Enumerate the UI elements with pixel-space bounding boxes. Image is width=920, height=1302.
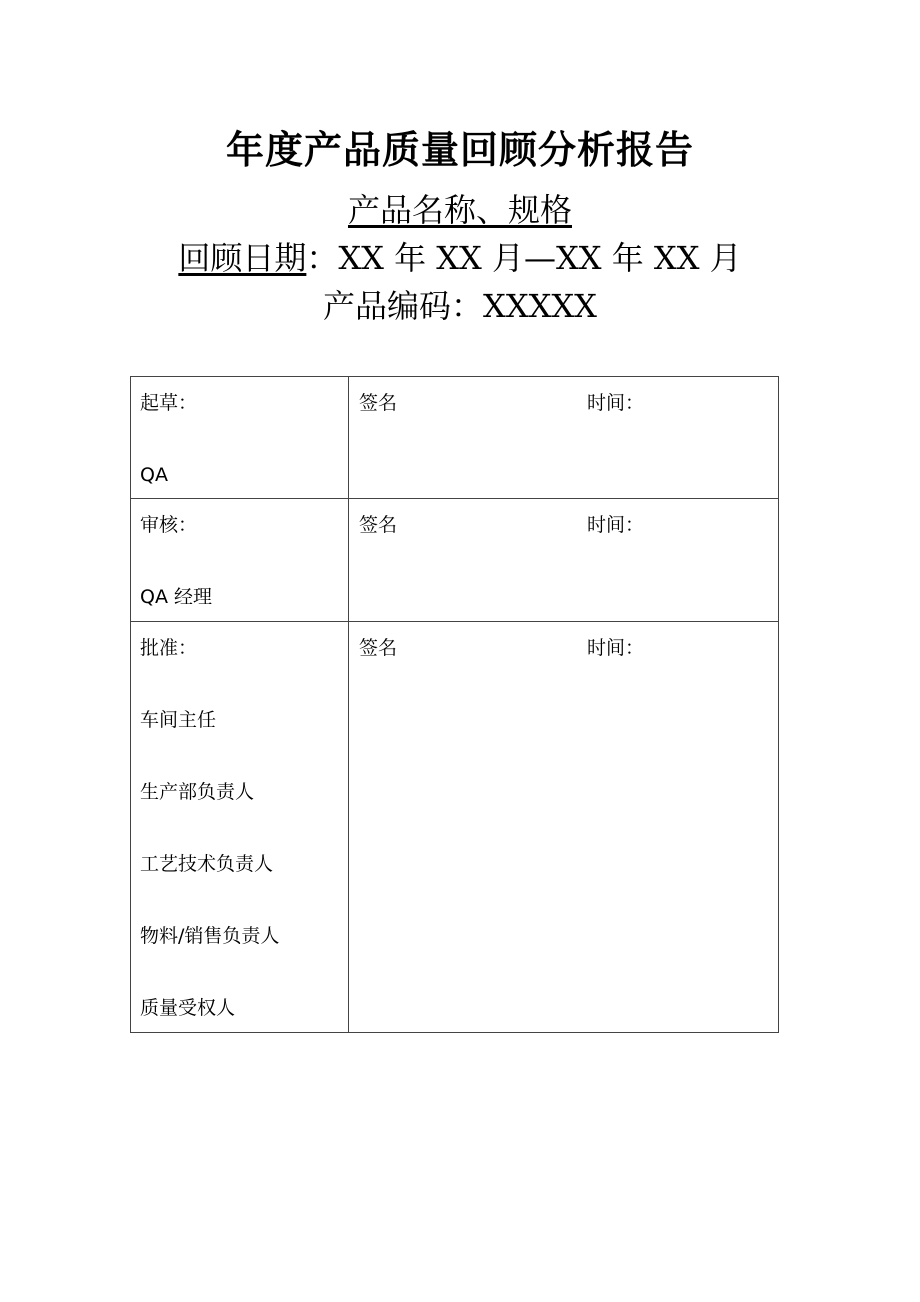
approve-role-qualified-person: 质量受权人	[140, 997, 236, 1019]
approve-role-production-head: 生产部负责人	[140, 781, 255, 803]
table-row-draft	[131, 377, 779, 499]
table-row-approve	[131, 622, 779, 1033]
review-label: 审核：	[140, 514, 198, 536]
approve-role-workshop-director: 车间主任	[140, 709, 217, 731]
report-title: 年度产品质量回顾分析报告	[225, 128, 694, 172]
approve-sign-label: 签名	[359, 637, 398, 659]
review-date-value: ：XX 年 XX 月—XX 年 XX 月	[306, 239, 742, 277]
approve-role-cell	[131, 622, 349, 1033]
approve-role-process-tech-head: 工艺技术负责人	[140, 853, 274, 875]
product-name-spec	[0, 188, 920, 232]
draft-sign-cell	[349, 377, 779, 499]
review-sign-label: 签名	[359, 514, 398, 536]
approve-role-materials-sales-head: 物料/销售负责人	[140, 925, 280, 947]
draft-role-cell	[131, 377, 349, 499]
draft-label: 起草：	[140, 392, 198, 414]
draft-sign-label: 签名	[359, 392, 398, 414]
signature-table	[130, 376, 779, 1033]
review-role-cell	[131, 499, 349, 622]
product-name-spec-text: 产品名称、规格	[347, 191, 572, 229]
review-date-line	[0, 236, 920, 280]
draft-time-label: 时间：	[587, 392, 645, 414]
review-role-qa-manager: QA 经理	[140, 586, 212, 608]
review-time-label: 时间：	[587, 514, 645, 536]
review-date-label: 回顾日期	[178, 239, 307, 277]
draft-role-qa: QA	[140, 464, 168, 486]
approve-label: 批准：	[140, 637, 198, 659]
product-code: 产品编码：XXXXX	[323, 287, 597, 325]
review-sign-cell	[349, 499, 779, 622]
approve-sign-cell	[349, 622, 779, 1033]
table-row-review	[131, 499, 779, 622]
approve-time-label: 时间：	[587, 637, 645, 659]
